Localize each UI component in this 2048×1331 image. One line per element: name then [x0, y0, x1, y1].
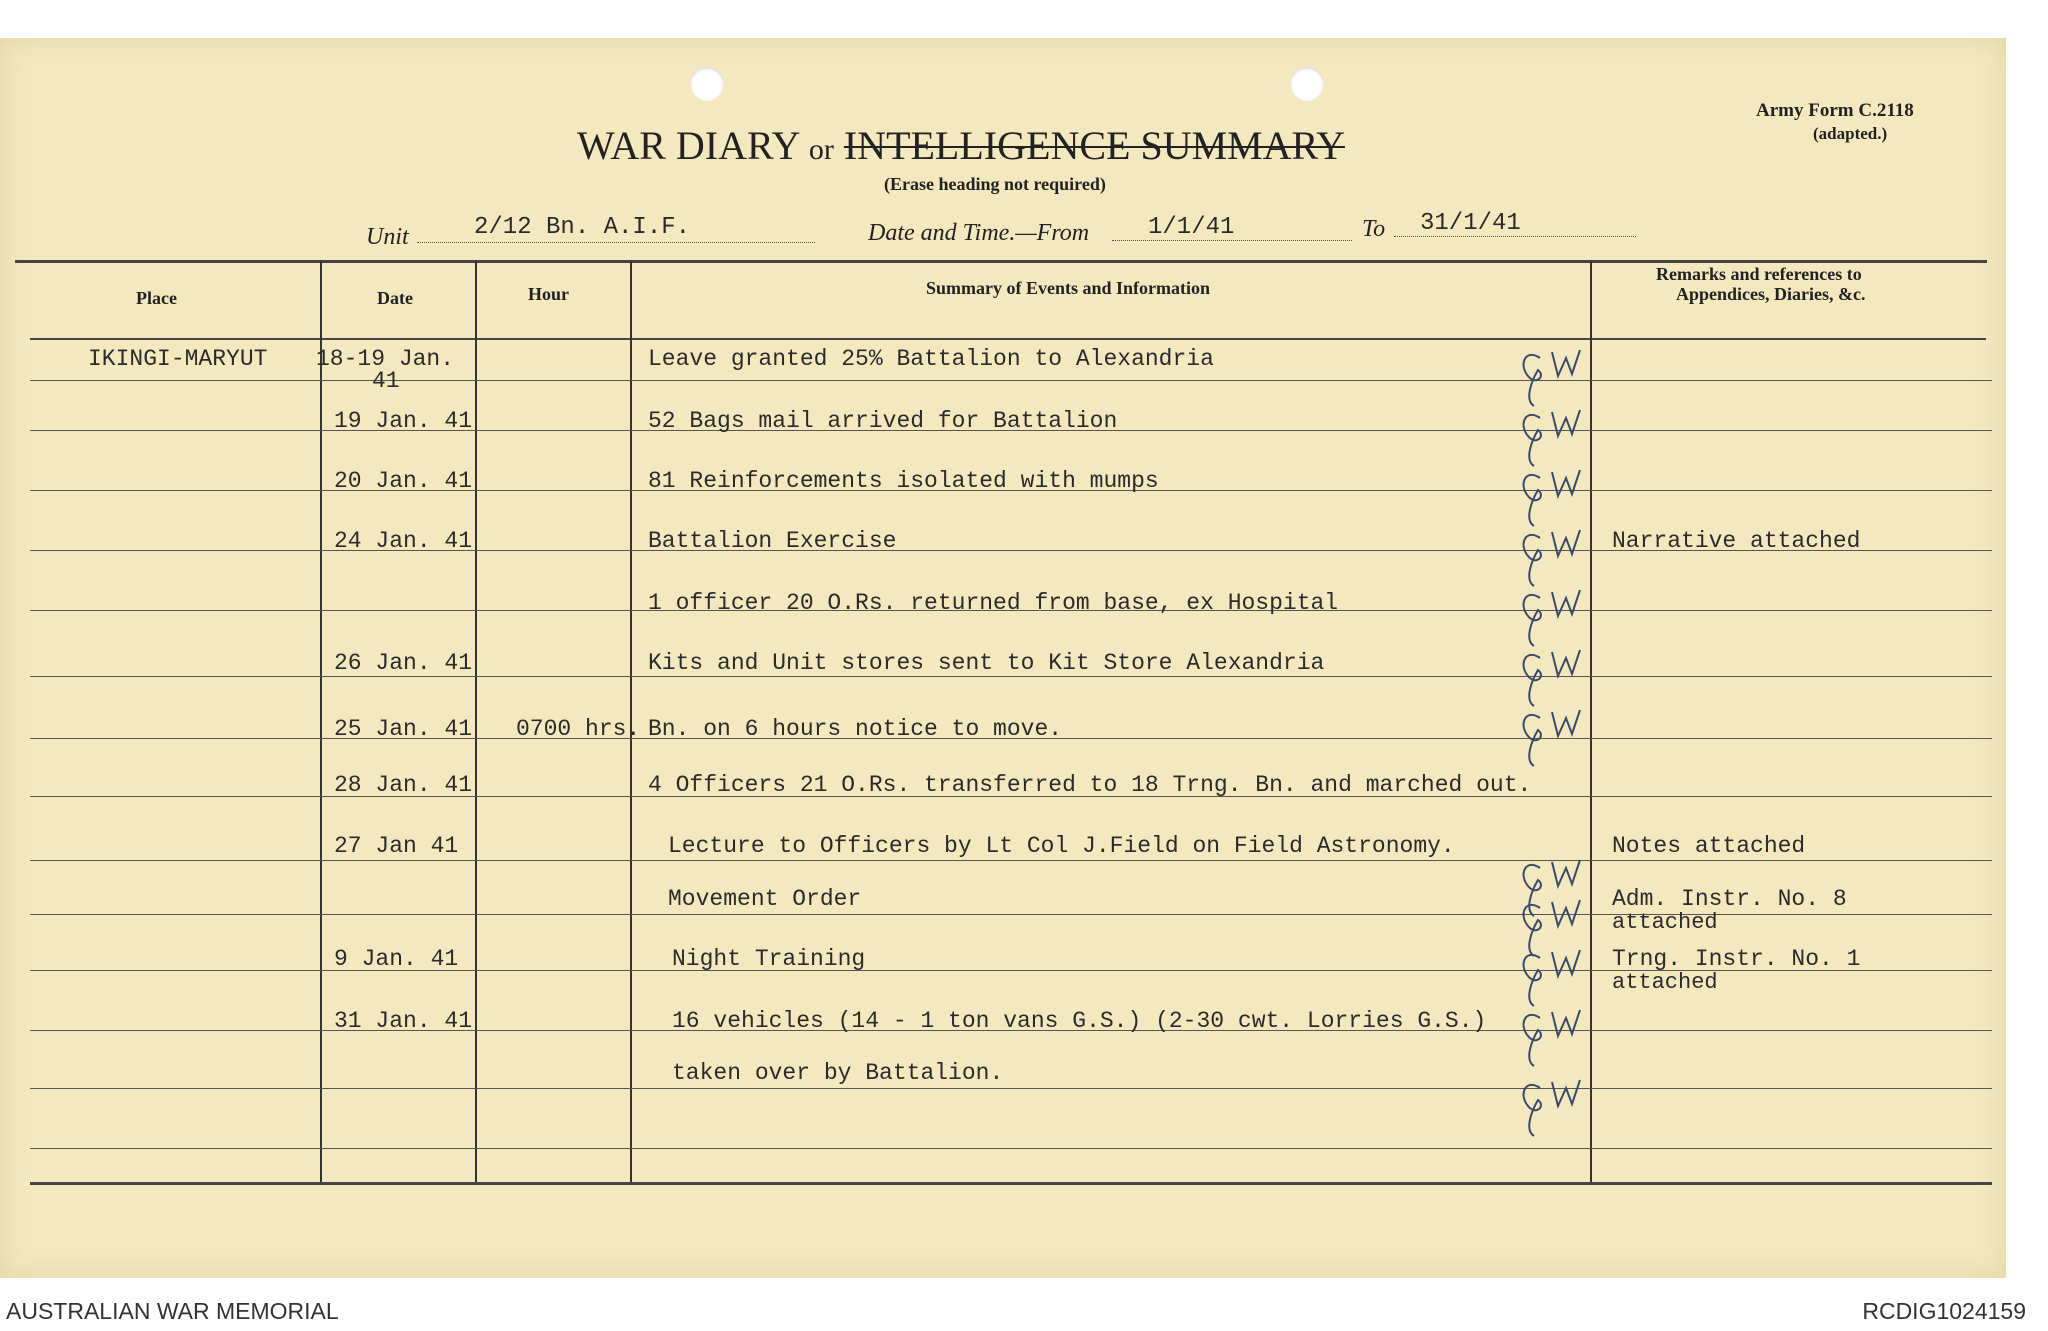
initials-mark: [1524, 860, 1580, 916]
cell-summary: 4 Officers 21 O.Rs. transferred to 18 Trng. Bn. and marched out.: [648, 772, 1532, 798]
cell-summary: Battalion Exercise: [648, 528, 897, 554]
form-number: Army Form C.2118: [1756, 100, 1914, 121]
table-bottom-rule: [30, 1182, 1992, 1185]
cell-date-continued: 41: [372, 368, 400, 394]
cell-date: 20 Jan. 41: [334, 468, 473, 494]
cell-summary: 1 officer 20 O.Rs. returned from base, ex Hospital: [648, 590, 1339, 616]
cell-summary: Lecture to Officers by Lt Col J.Field on Field Astronomy.: [668, 833, 1455, 859]
col-divider: [320, 260, 322, 1182]
row-rule: [30, 676, 1992, 677]
cell-date: 26 Jan. 41: [334, 650, 473, 676]
footer-id: RCDIG1024159: [1862, 1298, 2026, 1324]
punch-hole: [1290, 67, 1324, 101]
header-date: Date: [377, 288, 413, 308]
header-remarks-1: Remarks and references to: [1656, 264, 1862, 284]
cell-summary: Night Training: [672, 946, 866, 972]
from-value: 1/1/41: [1148, 214, 1235, 241]
initials-mark: [1524, 530, 1580, 586]
header-hour: Hour: [528, 284, 570, 304]
cell-remarks-continued: attached: [1612, 910, 1718, 935]
table-top-rule: [15, 260, 1987, 263]
cell-date: 25 Jan. 41: [334, 716, 473, 742]
row-rule: [30, 1088, 1992, 1089]
col-divider: [475, 260, 477, 1182]
initials-mark: [1524, 590, 1580, 646]
initials-mark: [1524, 900, 1580, 956]
cell-summary: 16 vehicles (14 - 1 ton vans G.S.) (2-30 cwt. Lorries G.S.): [672, 1008, 1487, 1034]
form-adapted: (adapted.): [1813, 124, 1888, 143]
cell-date: 19 Jan. 41: [334, 408, 473, 434]
to-value: 31/1/41: [1420, 210, 1521, 237]
erase-note: (Erase heading not required): [884, 174, 1106, 194]
handwritten-initials: [1500, 328, 1610, 1148]
cell-remarks: Narrative attached: [1612, 528, 1861, 554]
cell-summary: 52 Bags mail arrived for Battalion: [648, 408, 1118, 434]
row-rule: [30, 380, 1992, 381]
initials-mark: [1524, 350, 1580, 406]
war-diary-page: [0, 38, 2006, 1278]
cell-date: 27 Jan 41: [334, 833, 459, 859]
unit-label: Unit: [366, 224, 409, 250]
header-remarks-2: Appendices, Diaries, &c.: [1676, 284, 1866, 304]
initials-mark: [1524, 1080, 1580, 1136]
header-summary: Summary of Events and Information: [926, 278, 1211, 298]
cell-summary: taken over by Battalion.: [672, 1060, 1004, 1086]
cell-summary: 81 Reinforcements isolated with mumps: [648, 468, 1159, 494]
cell-date: 24 Jan. 41: [334, 528, 473, 554]
cell-summary: Leave granted 25% Battalion to Alexandria: [648, 346, 1214, 372]
cell-date: 31 Jan. 41: [334, 1008, 473, 1034]
title-intelligence-summary: INTELLIGENCE SUMMARY: [843, 123, 1345, 168]
initials-mark: [1524, 1010, 1580, 1066]
cell-remarks: Adm. Instr. No. 8: [1612, 886, 1847, 912]
title-war-diary: WAR DIARY: [577, 123, 799, 168]
initials-mark: [1524, 950, 1580, 1006]
header-place: Place: [136, 288, 177, 308]
initials-mark: [1524, 710, 1580, 766]
title-or: or: [808, 133, 834, 166]
cell-summary: Kits and Unit stores sent to Kit Store Alexandria: [648, 650, 1325, 676]
unit-value: 2/12 Bn. A.I.F.: [474, 214, 691, 241]
cell-hour: 0700 hrs.: [516, 716, 641, 742]
header-rule: [30, 338, 1986, 340]
to-label: To: [1362, 216, 1386, 242]
cell-summary: Bn. on 6 hours notice to move.: [648, 716, 1063, 742]
cell-date: 18-19 Jan.: [316, 346, 455, 372]
initials-mark: [1524, 650, 1580, 706]
cell-date: 28 Jan. 41: [334, 772, 473, 798]
date-time-label: Date and Time.—From: [868, 220, 1090, 246]
row-rule: [30, 860, 1992, 861]
punch-hole: [690, 67, 724, 101]
form-title: [577, 122, 1345, 169]
cell-date: 9 Jan. 41: [334, 946, 459, 972]
cell-place: IKINGI-MARYUT: [88, 346, 268, 372]
cell-remarks: Notes attached: [1612, 833, 1806, 859]
cell-remarks: Trng. Instr. No. 1: [1612, 946, 1861, 972]
initials-mark: [1524, 410, 1580, 466]
row-rule: [30, 1148, 1992, 1149]
footer-credit: AUSTRALIAN WAR MEMORIAL: [6, 1298, 339, 1324]
initials-mark: [1524, 470, 1580, 526]
cell-summary: Movement Order: [668, 886, 862, 912]
cell-remarks-continued: attached: [1612, 970, 1718, 995]
